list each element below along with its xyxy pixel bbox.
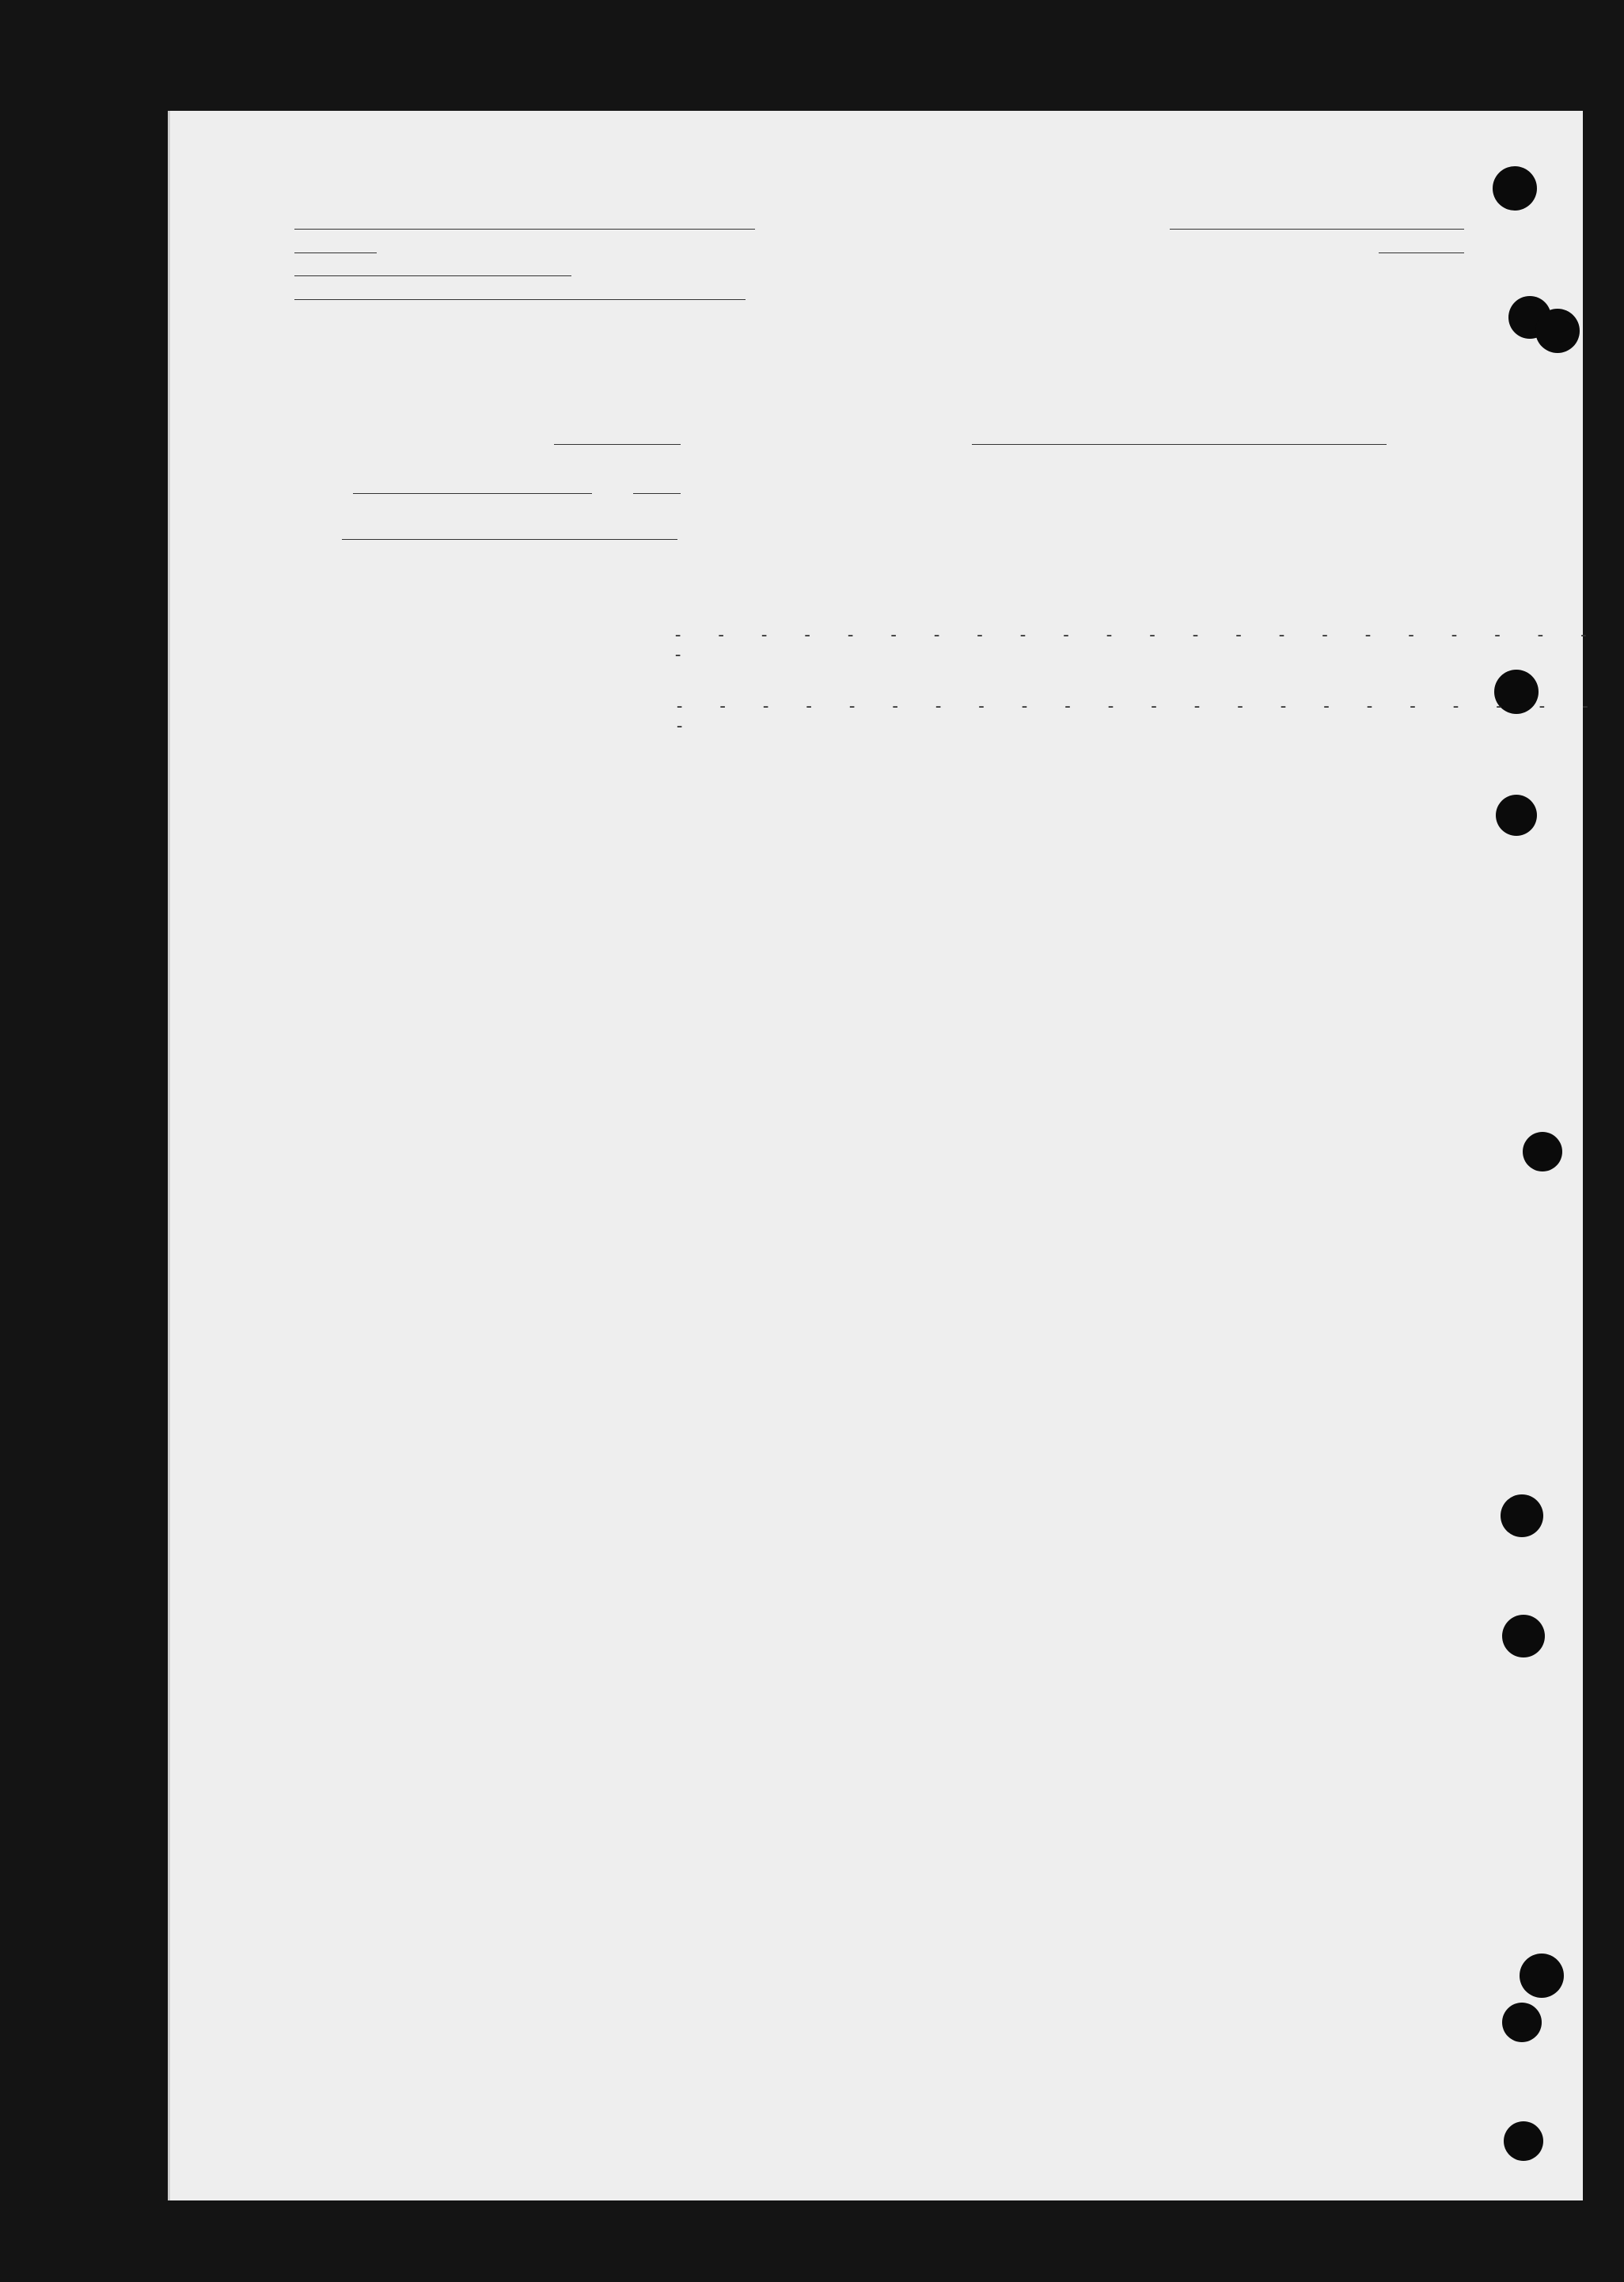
punch-hole [1523, 1132, 1562, 1171]
punch-hole [1502, 1615, 1545, 1657]
deputy-signature-line [342, 539, 677, 540]
oath-line-1 [294, 212, 1464, 236]
oath-line-3 [294, 259, 1464, 283]
oath-paragraph [294, 212, 1464, 306]
day-of-line [353, 493, 592, 494]
document-page [168, 111, 1583, 2200]
oath-line-2 [294, 236, 1464, 260]
punch-hole [1493, 166, 1537, 211]
oath-line-4 [294, 283, 1464, 306]
port-blank [294, 263, 571, 276]
vessel-name-blank [1170, 216, 1464, 230]
sworn-date-line [554, 444, 681, 445]
master-signature-line [972, 444, 1387, 445]
master-name-blank [294, 216, 755, 230]
punch-hole [1496, 795, 1537, 836]
punch-hole [1502, 2003, 1542, 2042]
punch-hole [1501, 1494, 1543, 1537]
punch-hole [1535, 309, 1580, 353]
departure-port-blank [294, 287, 746, 300]
year-line [633, 493, 681, 494]
punch-hole [1504, 2121, 1543, 2161]
punch-hole [1520, 1954, 1564, 1998]
dashed-rule: - - - - - - - - - - - - - - - - - - - - - - - [673, 625, 1600, 665]
dashed-rule: - - - - - - - - - - - - - - - - - - - - - - - [674, 697, 1602, 736]
